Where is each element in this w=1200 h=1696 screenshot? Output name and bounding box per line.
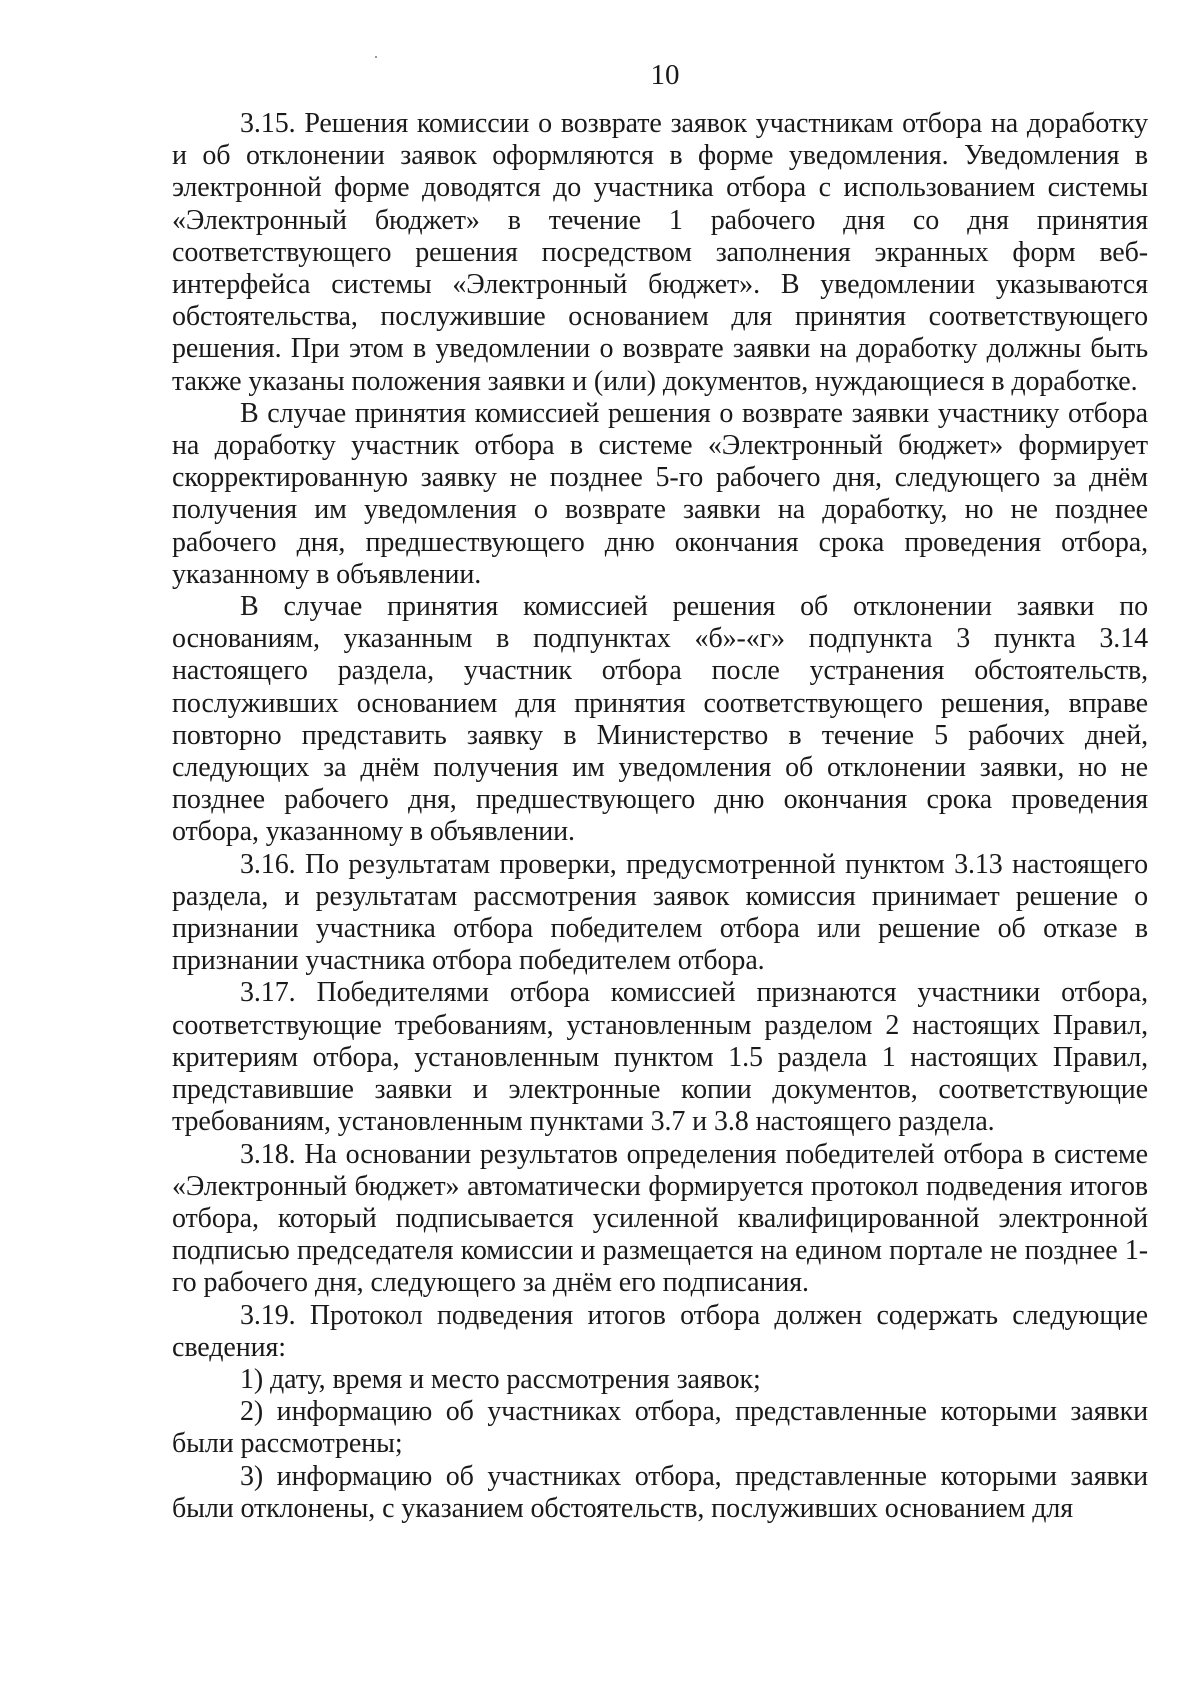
paragraph-3-15-rejection: В случае принятия комиссией решения об отклонении заявки по основаниям, указанным в подпунктах «б»-«г» подпункта 3 пункта 3.14 настоящего раздела, участник отбора после устранения обстоятельств, послуживших основанием для принятия соответствующего решения, вправе повторно представить заявку в Министерство в течение 5 рабочих дней, следующих за днём получения им уведомления об отклонении заявки, но не позднее рабочего дня, предшествующего дню окончания срока проведения отбора, указанному в объявлении. bbox=[172, 591, 1148, 848]
paragraph-3-15-return: В случае принятия комиссией решения о возврате заявки участнику отбора на доработку участник отбора в системе «Электронный бюджет» формирует скорректированную заявку не позднее 5-го рабочего дня, следующего за днём получения им уведомления о возврате заявки на доработку, но не позднее рабочего дня, предшествующего дню окончания срока проведения отбора, указанному в объявлении. bbox=[172, 397, 1148, 590]
paragraph-3-15: 3.15. Решения комиссии о возврате заявок участникам отбора на доработку и об отклонении заявок оформляются в форме уведомления. Уведомления в электронной форме доводятся до участника отбора с использованием системы «Электронный бюджет» в течение 1 рабочего дня со дня принятия соответствующего решения посредством заполнения экранных форм веб-интерфейса системы «Электронный бюджет». В уведомлении указываются обстоятельства, послужившие основанием для принятия соответствующего решения. При этом в уведомлении о возврате заявки на доработку должны быть также указаны положения заявки и (или) документов, нуждающиеся в доработке. bbox=[172, 108, 1148, 397]
page-number: 10 bbox=[650, 59, 680, 91]
list-item-3: 3) информацию об участниках отбора, представленные которыми заявки были отклонены, с указанием обстоятельств, послуживших основанием для bbox=[172, 1460, 1148, 1524]
document-body bbox=[172, 108, 1148, 1525]
paragraph-3-18: 3.18. На основании результатов определения победителей отбора в системе «Электронный бюджет» автоматически формируется протокол подведения итогов отбора, который подписывается усиленной квалифицированной электронной подписью председателя комиссии и размещается на едином портале не позднее 1-го рабочего дня, следующего за днём его подписания. bbox=[172, 1138, 1148, 1299]
list-item-1: 1) дату, время и место рассмотрения заявок; bbox=[240, 1363, 761, 1395]
paragraph-3-19: 3.19. Протокол подведения итогов отбора должен содержать следующие сведения: bbox=[172, 1299, 1148, 1363]
list-item-2: 2) информацию об участниках отбора, представленные которыми заявки были рассмотрены; bbox=[172, 1396, 1148, 1460]
paragraph-3-17: 3.17. Победителями отбора комиссией признаются участники отбора, соответствующие требованиям, установленным разделом 2 настоящих Правил, критериям отбора, установленным пунктом 1.5 раздела 1 настоящих Правил, представившие заявки и электронные копии документов, соответствующие требованиям, установленным пунктами 3.7 и 3.8 настоящего раздела. bbox=[172, 977, 1148, 1138]
paragraph-3-16: 3.16. По результатам проверки, предусмотренной пунктом 3.13 настоящего раздела, и результатам рассмотрения заявок комиссия принимает решение о признании участника отбора победителем отбора или решение об отказе в признании участника отбора победителем отбора. bbox=[172, 848, 1148, 977]
